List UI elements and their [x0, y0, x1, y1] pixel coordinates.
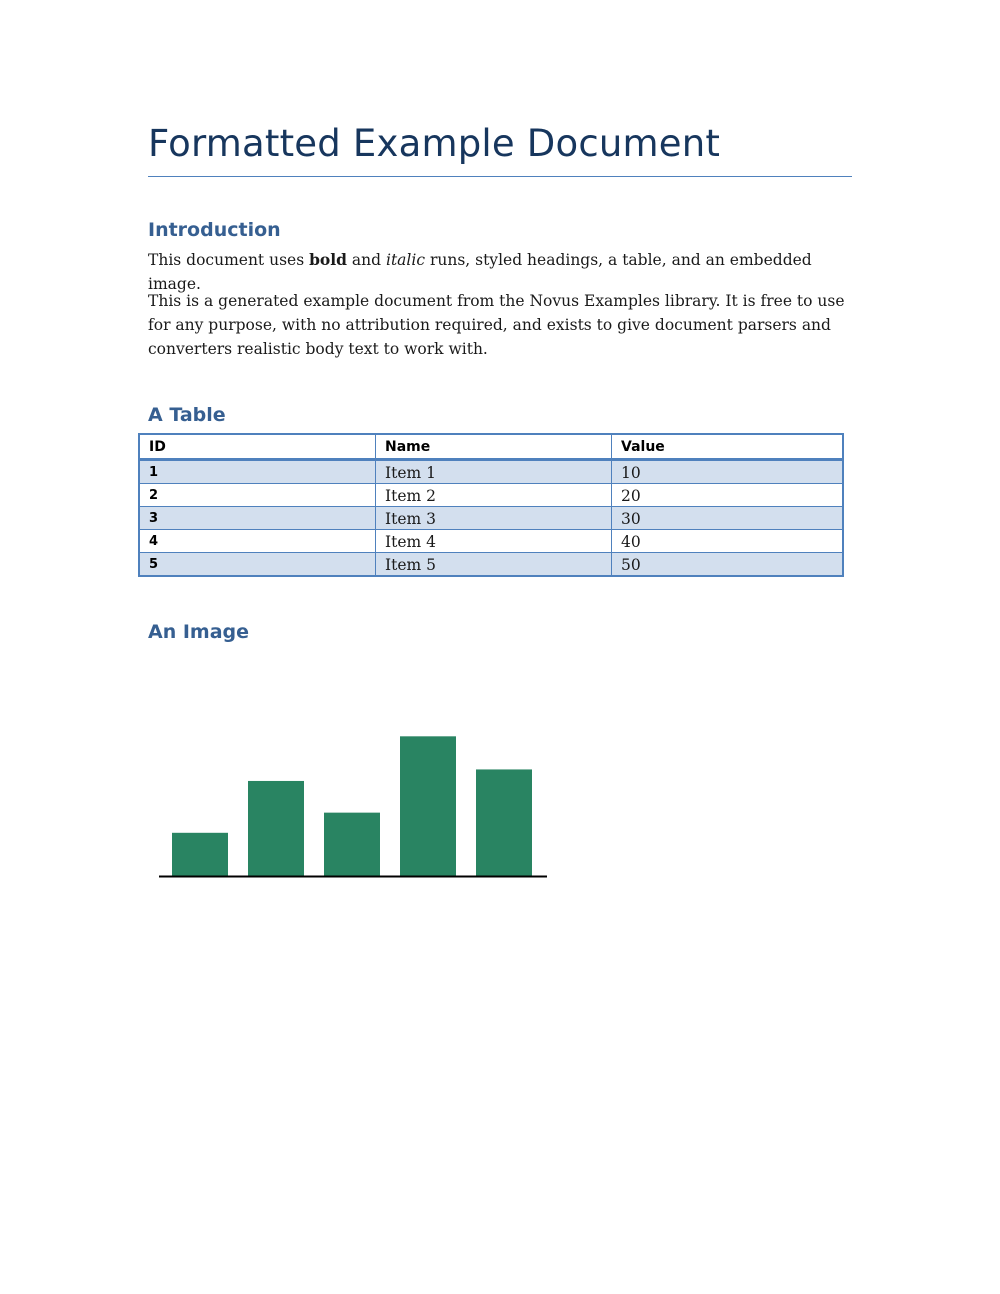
cell-name: Item 5 [376, 553, 612, 577]
heading-introduction: Introduction [148, 219, 281, 241]
cell-id: 3 [139, 507, 376, 530]
table-row [139, 553, 843, 577]
intro-text-suffix: runs, styled headings, a table, and an embedded image. [148, 251, 812, 293]
table-row [139, 460, 843, 484]
intro-text-prefix: This document uses [148, 251, 310, 269]
cell-value: 20 [612, 484, 844, 507]
cell-name: Item 3 [376, 507, 612, 530]
cell-value: 30 [612, 507, 844, 530]
bold-run: bold [309, 250, 347, 269]
intro-text-mid: and [346, 251, 386, 269]
cell-name: Item 2 [376, 484, 612, 507]
intro-paragraph-2: This is a generated example document from the Novus Examples library. It is free to use for any purpose, with no attribution required, and exists to give document parsers and converters realistic body text to work with. [148, 292, 845, 358]
cell-id: 5 [139, 553, 376, 577]
document-title: Formatted Example Document [148, 122, 721, 165]
cell-name: Item 4 [376, 530, 612, 553]
table-row [139, 530, 843, 553]
table-row [139, 507, 843, 530]
cell-value: 50 [612, 553, 844, 577]
column-header-id: ID [139, 434, 376, 460]
bar-chart [148, 690, 568, 890]
cell-value: 10 [612, 460, 844, 484]
cell-id: 4 [139, 530, 376, 553]
table-header-row [139, 434, 843, 460]
embedded-image [148, 690, 568, 890]
chart-bar [172, 833, 228, 876]
heading-a-table: A Table [148, 404, 226, 426]
chart-bar [324, 813, 380, 876]
chart-bar [400, 736, 456, 876]
cell-id: 2 [139, 484, 376, 507]
column-header-name: Name [376, 434, 612, 460]
italic-run: italic [385, 251, 426, 269]
table-row [139, 484, 843, 507]
heading-an-image: An Image [148, 621, 250, 643]
title-underline [148, 176, 852, 177]
chart-bar [248, 781, 304, 876]
cell-id: 1 [139, 460, 376, 484]
data-table [138, 433, 844, 577]
chart-bar [476, 769, 532, 876]
cell-name: Item 1 [376, 460, 612, 484]
column-header-value: Value [612, 434, 844, 460]
cell-value: 40 [612, 530, 844, 553]
